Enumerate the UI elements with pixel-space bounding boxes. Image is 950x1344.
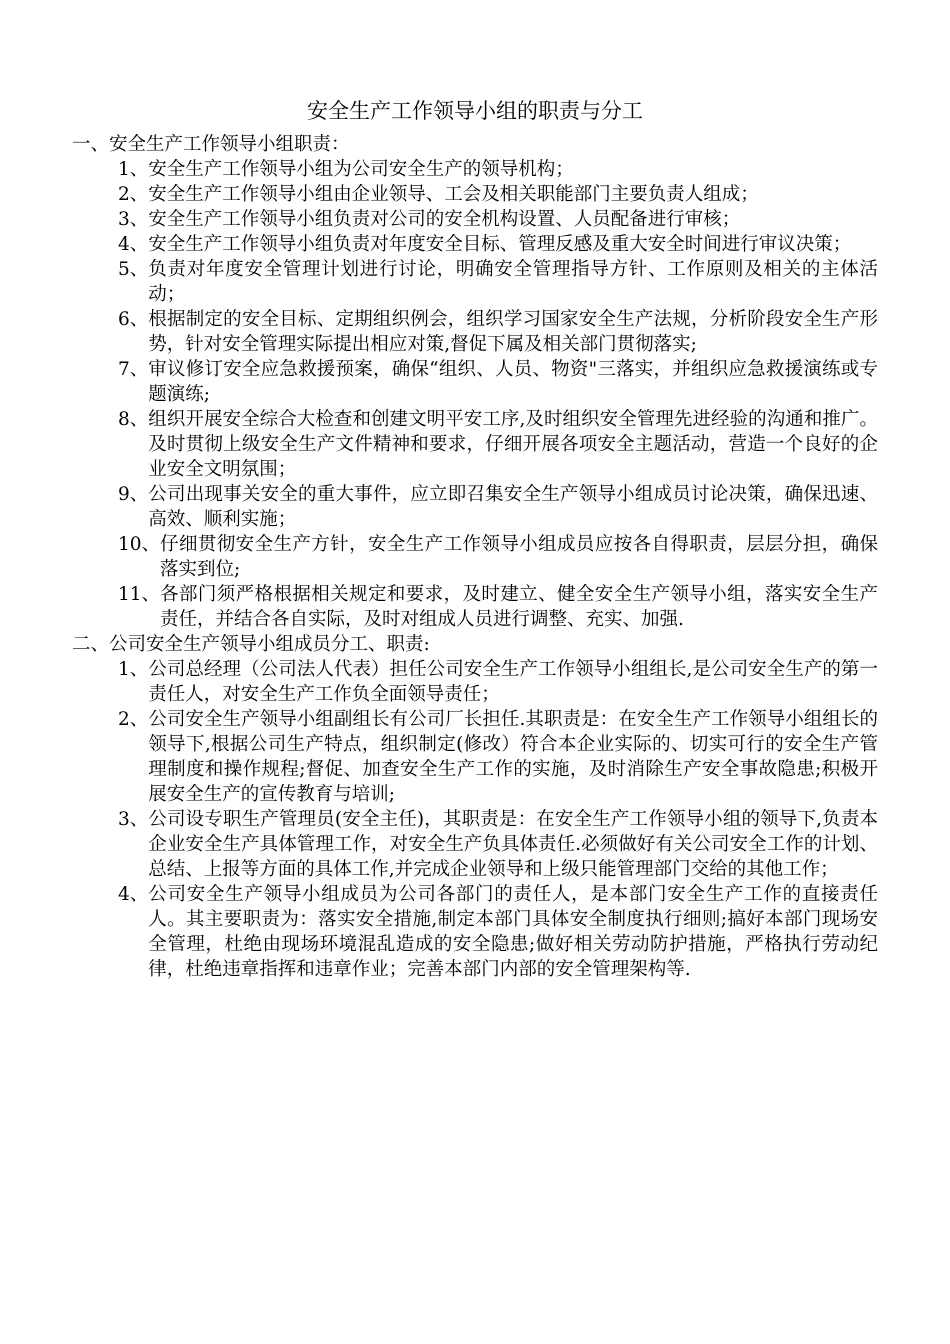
item-text: 安全生产工作领导小组为公司安全生产的领导机构；: [148, 159, 574, 180]
item-number: 2、: [118, 184, 149, 205]
list-item: [72, 207, 878, 232]
list-item: [72, 707, 878, 807]
list-item: [72, 357, 878, 407]
item-number: 5、: [118, 259, 149, 280]
item-text: 安全生产工作领导小组负责对年度安全目标、管理反感及重大安全时间进行审议决策；: [148, 234, 852, 255]
item-number: 1、: [118, 659, 149, 680]
item-number: 4、: [118, 234, 149, 255]
list-item: [72, 657, 878, 707]
list-item: [72, 407, 878, 482]
item-text: 公司总经理（公司法人代表）担任公司安全生产工作领导小组组长,是公司安全生产的第一责任人，对安全生产工作负全面领导责任；: [148, 659, 878, 705]
section-heading: 二、公司安全生产领导小组成员分工、职责:: [72, 634, 430, 655]
item-text: 各部门须严格根据相关规定和要求，及时建立、健全安全生产领导小组，落实安全生产责任，并结合各自实际，及时对组成人员进行调整、充实、加强.: [160, 584, 878, 630]
list-item: [72, 582, 878, 632]
item-text: 公司安全生产领导小组副组长有公司厂长担任.其职责是：在安全生产工作领导小组组长的领导下,根据公司生产特点，组织制定(修改）符合本企业实际的、切实可行的安全生产管理制度和操作规程;督促、加查安全生产工作的实施，及时消除生产安全事故隐患;积极开展安全生产的宣传教育与培训;: [148, 709, 878, 805]
item-text: 组织开展安全综合大检查和创建文明平安工序,及时组织安全管理先进经验的沟通和推广。及时贯彻上级安全生产文件精神和要求，仔细开展各项安全主题活动，营造一个良好的企业安全文明氛围；: [148, 409, 878, 480]
list-item: [72, 182, 878, 207]
item-text: 安全生产工作领导小组由企业领导、工会及相关职能部门主要负责人组成；: [148, 184, 759, 205]
list-item: [72, 307, 878, 357]
item-number: 2、: [118, 709, 149, 730]
item-number: 1、: [118, 159, 149, 180]
item-number: 6、: [118, 309, 149, 330]
item-number: 3、: [118, 809, 149, 830]
section-member-duties: [72, 632, 878, 982]
item-text: 公司出现事关安全的重大事件，应立即召集安全生产领导小组成员讨论决策，确保迅速、高效、顺利实施；: [148, 484, 878, 530]
item-number: 11、: [118, 584, 161, 605]
item-number: 10、: [118, 534, 161, 555]
list-item: [72, 257, 878, 307]
section-heading: 一、安全生产工作领导小组职责：: [72, 134, 350, 155]
item-number: 3、: [118, 209, 149, 230]
list-item: [72, 232, 878, 257]
item-text: 安全生产工作领导小组负责对公司的安全机构设置、人员配备进行审核；: [148, 209, 741, 230]
item-text: 仔细贯彻安全生产方针，安全生产工作领导小组成员应按各自得职责，层层分担，确保落实到位;: [160, 534, 878, 580]
item-number: 8、: [118, 409, 149, 430]
list-item: [72, 807, 878, 882]
section-responsibilities: [72, 132, 878, 632]
list-item: [72, 882, 878, 982]
item-text: 公司安全生产领导小组成员为公司各部门的责任人，是本部门安全生产工作的直接责任人。其主要职责为：落实安全措施,制定本部门具体安全制度执行细则;搞好本部门现场安全管理，杜绝由现场环境混乱造成的安全隐患;做好相关劳动防护措施，严格执行劳动纪律，杜绝违章指挥和违章作业；完善本部门内部的安全管理架构等.: [148, 884, 878, 980]
item-text: 负责对年度安全管理计划进行讨论，明确安全管理指导方针、工作原则及相关的主体活动；: [148, 259, 878, 305]
list-item: [72, 482, 878, 532]
item-text: 公司设专职生产管理员(安全主任)，其职责是：在安全生产工作领导小组的领导下,负责本企业安全生产具体管理工作，对安全生产负具体责任.必须做好有关公司安全工作的计划、总结、上报等方面的具体工作,并完成企业领导和上级只能管理部门交给的其他工作；: [148, 809, 878, 880]
item-number: 9、: [118, 484, 149, 505]
list-item: [72, 532, 878, 582]
document-title: 安全生产工作领导小组的职责与分工: [307, 99, 643, 123]
item-text: 审议修订安全应急救援预案，确保“组织、人员、物资"三落实，并组织应急救援演练或专题演练;: [148, 359, 878, 405]
item-text: 根据制定的安全目标、定期组织例会，组织学习国家安全生产法规，分析阶段安全生产形势，针对安全管理实际提出相应对策,督促下属及相关部门贯彻落实;: [148, 309, 878, 355]
list-item: [72, 157, 878, 182]
item-number: 7、: [118, 359, 149, 380]
item-number: 4、: [118, 884, 149, 905]
